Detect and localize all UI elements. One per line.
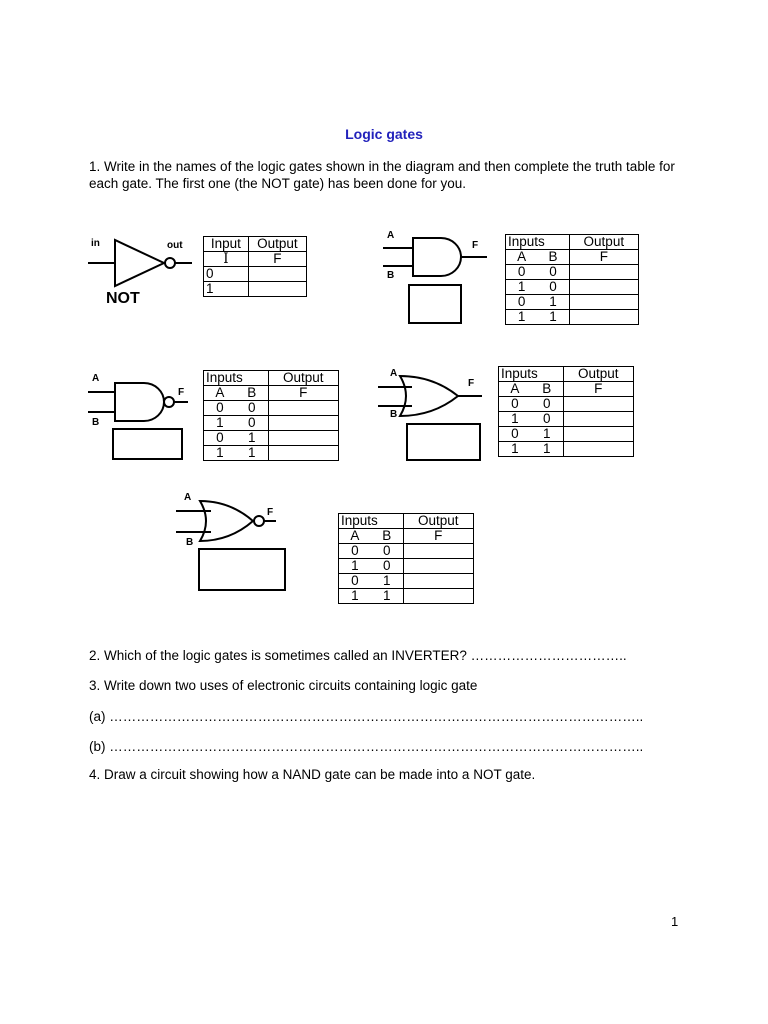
header-output: Output bbox=[268, 371, 338, 386]
gate-input-a-label: A bbox=[92, 373, 100, 384]
cell-input: 1 bbox=[204, 282, 249, 297]
cell-a: 1 bbox=[506, 310, 538, 325]
col-b: B bbox=[236, 386, 268, 401]
cell-a: 0 bbox=[499, 427, 531, 442]
cell-b: 1 bbox=[236, 431, 268, 446]
cell-f[interactable] bbox=[563, 412, 633, 427]
not-gate-name: NOT bbox=[106, 290, 140, 307]
gate-output-f-label: F bbox=[472, 240, 479, 251]
gate-input-b-label: B bbox=[186, 537, 194, 548]
and-gate-symbol bbox=[383, 236, 493, 280]
cell-a: 0 bbox=[204, 401, 236, 416]
col-a: A bbox=[499, 382, 531, 397]
answer-line-a[interactable]: (a) ……………………………………………………………………………………………………….. bbox=[89, 709, 644, 724]
header-inputs: Inputs bbox=[339, 514, 404, 529]
cell-b: 1 bbox=[371, 574, 403, 589]
col-input: I bbox=[204, 252, 249, 267]
cell-f[interactable] bbox=[403, 559, 473, 574]
cell-a: 0 bbox=[506, 295, 538, 310]
gate-name-box[interactable] bbox=[408, 284, 462, 324]
cell-b: 0 bbox=[371, 559, 403, 574]
cell-f[interactable] bbox=[403, 574, 473, 589]
gate-input-b-label: B bbox=[92, 417, 100, 428]
cell-b: 0 bbox=[371, 544, 403, 559]
header-inputs: Inputs bbox=[499, 367, 564, 382]
or-truth-table bbox=[498, 366, 634, 457]
gate-name-box[interactable] bbox=[406, 423, 481, 461]
cell-b: 1 bbox=[531, 442, 563, 457]
cell-input: 0 bbox=[204, 267, 249, 282]
cell-f[interactable] bbox=[569, 295, 638, 310]
header-inputs: Inputs bbox=[204, 371, 269, 386]
cell-b: 1 bbox=[236, 446, 268, 461]
gate-input-b-label: B bbox=[390, 409, 398, 420]
nand-truth-table bbox=[203, 370, 339, 461]
cell-a: 0 bbox=[339, 544, 371, 559]
cell-b: 0 bbox=[531, 397, 563, 412]
cell-b: 0 bbox=[531, 412, 563, 427]
cell-a: 1 bbox=[499, 442, 531, 457]
cell-b: 1 bbox=[537, 310, 569, 325]
cell-a: 0 bbox=[499, 397, 531, 412]
cell-a: 1 bbox=[339, 589, 371, 604]
header-output: Output bbox=[248, 237, 306, 252]
gate-input-a-label: A bbox=[387, 230, 395, 241]
not-gate-symbol bbox=[88, 236, 198, 290]
header-output: Output bbox=[569, 235, 638, 250]
col-a: A bbox=[506, 250, 538, 265]
cell-a: 0 bbox=[339, 574, 371, 589]
col-a: A bbox=[204, 386, 236, 401]
question-3: 3. Write down two uses of electronic circuits containing logic gate bbox=[89, 678, 478, 693]
gate-output-f-label: F bbox=[468, 378, 475, 389]
col-b: B bbox=[531, 382, 563, 397]
cell-f[interactable] bbox=[569, 280, 638, 295]
header-output: Output bbox=[403, 514, 473, 529]
cell-b: 1 bbox=[371, 589, 403, 604]
cell-b: 0 bbox=[537, 265, 569, 280]
or-gate-symbol bbox=[378, 374, 488, 418]
cell-f[interactable] bbox=[563, 442, 633, 457]
cell-b: 1 bbox=[537, 295, 569, 310]
page-number: 1 bbox=[671, 914, 679, 929]
cell-a: 1 bbox=[499, 412, 531, 427]
gate-name-box[interactable] bbox=[112, 428, 183, 460]
nand-gate-symbol bbox=[88, 380, 198, 424]
cell-a: 1 bbox=[339, 559, 371, 574]
cell-a: 0 bbox=[506, 265, 538, 280]
cell-f[interactable] bbox=[403, 589, 473, 604]
cell-f[interactable] bbox=[268, 401, 338, 416]
not-input-label: in bbox=[91, 238, 100, 249]
question-1: 1. Write in the names of the logic gates shown in the diagram and then complete the truth table for each gate. The first one (the NOT gate) has been done for you. bbox=[89, 159, 675, 191]
gate-output-f-label: F bbox=[178, 387, 185, 398]
cell-output[interactable] bbox=[248, 282, 306, 297]
col-f: F bbox=[569, 250, 638, 265]
col-b: B bbox=[537, 250, 569, 265]
cell-f[interactable] bbox=[569, 310, 638, 325]
not-truth-table bbox=[203, 236, 307, 297]
cell-b: 1 bbox=[531, 427, 563, 442]
col-f: F bbox=[268, 386, 338, 401]
col-b: B bbox=[371, 529, 403, 544]
page-title: Logic gates bbox=[345, 126, 423, 142]
gate-input-a-label: A bbox=[184, 492, 192, 503]
answer-line-b[interactable]: (b) ……………………………………………………………………………………………………….. bbox=[89, 739, 644, 754]
cell-a: 1 bbox=[204, 446, 236, 461]
cell-f[interactable] bbox=[569, 265, 638, 280]
col-a: A bbox=[339, 529, 371, 544]
header-output: Output bbox=[563, 367, 633, 382]
cell-b: 0 bbox=[537, 280, 569, 295]
cell-output[interactable] bbox=[248, 267, 306, 282]
header-inputs: Inputs bbox=[506, 235, 570, 250]
header-input: Input bbox=[204, 237, 249, 252]
gate-input-a-label: A bbox=[390, 368, 398, 379]
gate-name-box[interactable] bbox=[198, 548, 286, 591]
cell-f[interactable] bbox=[563, 397, 633, 412]
cell-f[interactable] bbox=[268, 416, 338, 431]
question-2: 2. Which of the logic gates is sometimes called an INVERTER? …………………………….. bbox=[89, 648, 627, 663]
col-f: F bbox=[563, 382, 633, 397]
col-f: F bbox=[403, 529, 473, 544]
cell-b: 0 bbox=[236, 416, 268, 431]
cell-a: 1 bbox=[506, 280, 538, 295]
not-output-label: out bbox=[167, 240, 183, 251]
and-truth-table bbox=[505, 234, 639, 325]
cell-f[interactable] bbox=[563, 427, 633, 442]
gate-output-f-label: F bbox=[267, 507, 274, 518]
cell-f[interactable] bbox=[403, 544, 473, 559]
cell-f[interactable] bbox=[268, 446, 338, 461]
gate-input-b-label: B bbox=[387, 270, 395, 281]
cell-f[interactable] bbox=[268, 431, 338, 446]
nor-truth-table bbox=[338, 513, 474, 604]
nor-gate-symbol bbox=[176, 499, 286, 543]
cell-a: 1 bbox=[204, 416, 236, 431]
cell-b: 0 bbox=[236, 401, 268, 416]
cell-a: 0 bbox=[204, 431, 236, 446]
question-4: 4. Draw a circuit showing how a NAND gate can be made into a NOT gate. bbox=[89, 767, 536, 782]
col-output: F bbox=[248, 252, 306, 267]
